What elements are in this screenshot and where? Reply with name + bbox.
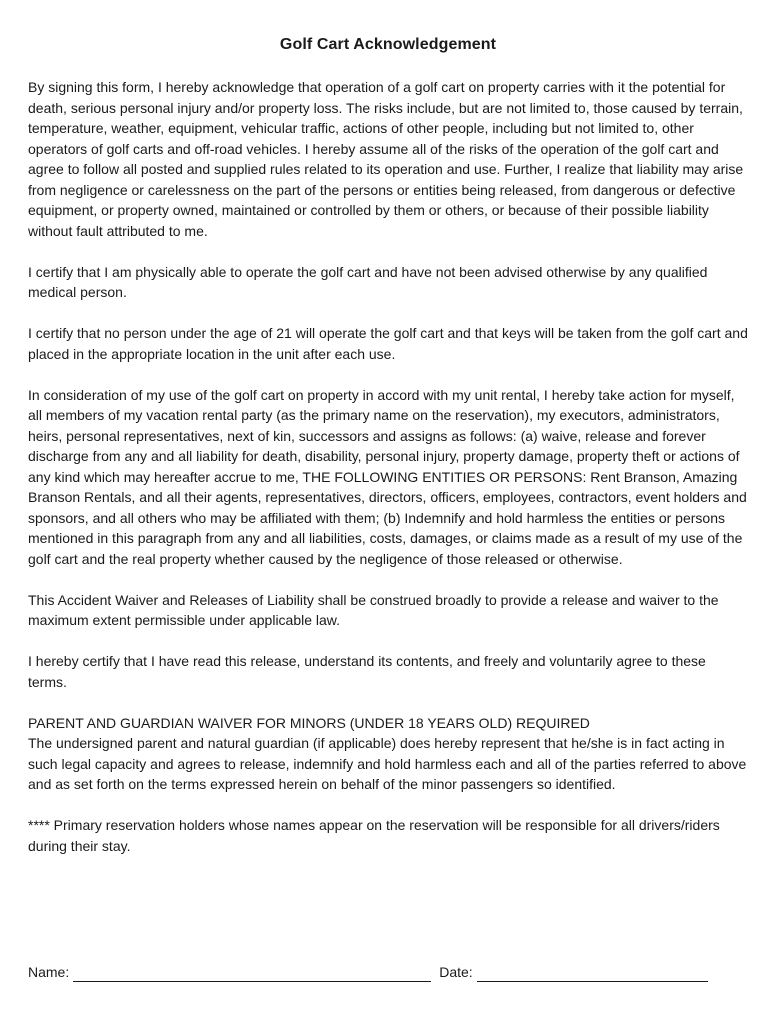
name-label: Name:: [28, 964, 70, 980]
document-title: Golf Cart Acknowledgement: [279, 36, 497, 53]
guardian-waiver-heading: PARENT AND GUARDIAN WAIVER FOR MINORS (UNDER 18 YEARS OLD) REQUIRED: [28, 714, 590, 731]
paragraph-certify-read: I hereby certify that I have read this release, understand its contents, and freely and voluntarily agree to these terms.: [28, 653, 706, 690]
document-page: [28, 36, 748, 877]
primary-holder-note: **** Primary reservation holders whose names appear on the reservation will be responsible for all drivers/riders during their stay.: [28, 817, 720, 854]
date-signature-line[interactable]: [477, 966, 708, 982]
paragraph-physical-ability: I certify that I am physically able to operate the golf cart and have not been advised otherwise by any qualified medical person.: [28, 263, 708, 300]
paragraph-risk-acknowledgement: By signing this form, I hereby acknowledge that operation of a golf cart on property carries with it the potential for death, serious personal injury and/or property loss. The risks include, but are not limited to, those caused by terrain, temperature, weather, equipment, vehicular traffic, actions of other people, including but not limited to, other operators of golf carts and off-road vehicles. I hereby assume all of the risks of the operation of the golf cart and agree to follow all posted and supplied rules related to its operation and use. Further, I realize that liability may arise from negligence or carelessness on the part of the persons or entities being released, from dangerous or defective equipment, or property owned, maintained or controlled by them or others, or because of their possible liability without fault attributed to me.: [28, 79, 744, 239]
paragraph-release-indemnify: In consideration of my use of the golf cart on property in accord with my unit rental, I hereby take action for myself, all members of my vacation rental party (as the primary name on the reservation), my executors, administrators, heirs, personal representatives, next of kin, successors and assigns as follows: (a) waive, release and forever discharge from any and all liability for death, disability, personal injury, property damage, property theft or actions of any kind which may hereafter accrue to me, THE FOLLOWING ENTITIES OR PERSONS: Rent Branson, Amazing Branson Rentals, and all their agents, representatives, directors, officers, employees, contractors, event holders and sponsors, and all others who may be affiliated with them; (b) Indemnify and hold harmless the entities or persons mentioned in this paragraph from any and all liabilities, costs, damages, or claims made as a result of my use of the golf cart and the real property whether caused by the negligence of those released or otherwise.: [28, 386, 747, 567]
paragraph-age-keys: I certify that no person under the age of 21 will operate the golf cart and that keys will be taken from the golf cart and placed in the appropriate location in the unit after each use.: [28, 325, 748, 362]
paragraph-construed-broadly: This Accident Waiver and Releases of Liability shall be construed broadly to provide a release and waiver to the maximum extent permissible under applicable law.: [28, 591, 719, 628]
guardian-waiver-text: The undersigned parent and natural guardian (if applicable) does hereby represent that he/she is in fact acting in such legal capacity and agrees to release, indemnify and hold harmless each and all of the parties referred to above and as set forth on the terms expressed herein on behalf of the minor passengers so identified.: [28, 735, 747, 792]
name-signature-line[interactable]: [73, 966, 431, 982]
signature-row: [28, 962, 708, 982]
date-label: Date:: [439, 964, 473, 980]
